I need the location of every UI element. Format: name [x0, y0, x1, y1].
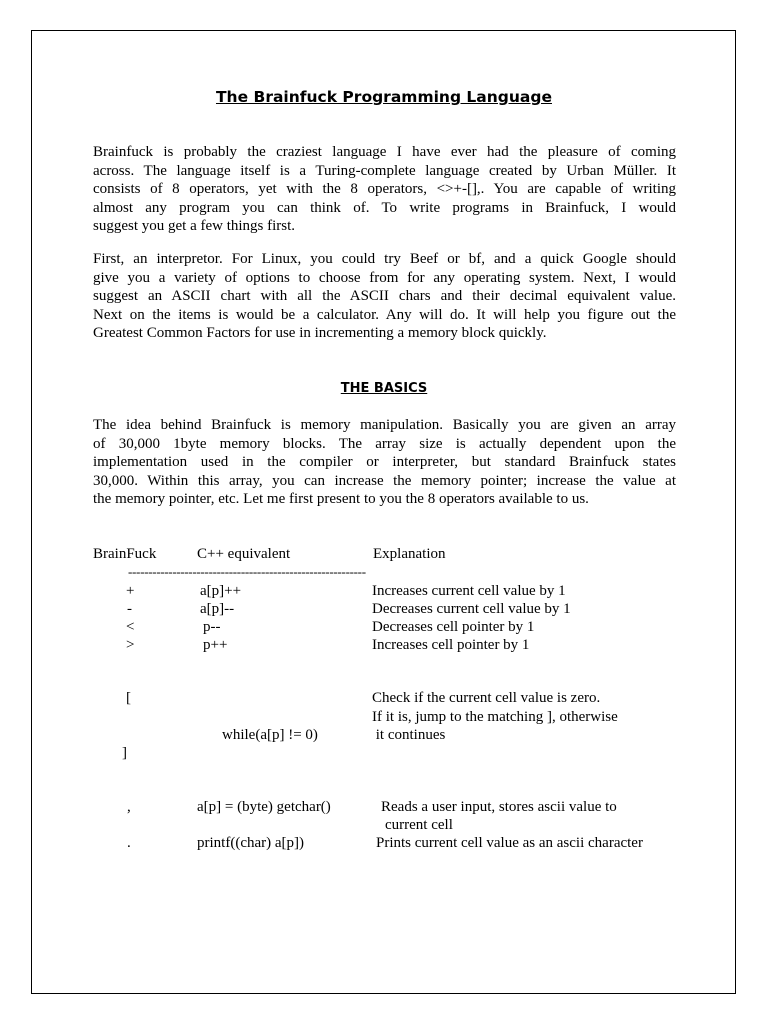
- operator-description: current cell: [385, 817, 453, 833]
- text-line: almost any program you can think of. To write programs in Brainfuck, I would: [93, 199, 676, 216]
- table-separator: -----------------------------------------------------------: [128, 564, 366, 579]
- operator-description: Decreases current cell value by 1: [372, 601, 571, 617]
- operator-symbol: >: [126, 637, 135, 653]
- text-line: implementation used in the compiler or interpreter, but standard Brainfuck states: [93, 454, 676, 471]
- intro-paragraph: [93, 143, 676, 236]
- operator-description: Prints current cell value as an ascii character: [376, 835, 643, 851]
- basics-paragraph: [93, 416, 676, 509]
- text-line: suggest an ASCII chart with all the ASCII chars and their decimal equivalent value.: [93, 288, 676, 305]
- operator-cpp: a[p]--: [200, 601, 235, 617]
- loop-description-line: Check if the current cell value is zero.: [372, 690, 601, 706]
- operator-cpp: p--: [203, 619, 221, 635]
- text-line: Brainfuck is probably the craziest language I have ever had the pleasure of coming: [93, 144, 676, 160]
- text-line: Next on the items is would be a calculator. Any will do. It will help you figure out the: [93, 306, 676, 323]
- loop-cpp: while(a[p] != 0): [222, 727, 318, 743]
- table-header-brainfuck: BrainFuck: [93, 546, 157, 562]
- operator-symbol: <: [126, 619, 135, 635]
- table-header-explanation: Explanation: [373, 546, 446, 562]
- loop-close-symbol: ]: [122, 745, 127, 761]
- operator-description: Decreases cell pointer by 1: [372, 619, 535, 635]
- text-line: 30,000. Within this array, you can increase the memory pointer; increase the value at: [93, 472, 676, 489]
- text-line: consists of 8 operators, yet with the 8 operators, <>+-[],. You are capable of writing: [93, 181, 676, 198]
- operator-symbol: +: [126, 583, 135, 599]
- text-line: Greatest Common Factors for use in incrementing a memory block quickly.: [93, 325, 547, 342]
- operator-symbol: .: [127, 835, 131, 851]
- operator-description: Increases cell pointer by 1: [372, 637, 530, 653]
- text-line: suggest you get a few things first.: [93, 218, 296, 235]
- section-heading: THE BASICS: [340, 381, 428, 396]
- operator-cpp: p++: [203, 637, 228, 653]
- operator-cpp: printf((char) a[p]): [197, 835, 305, 851]
- operator-description: Increases current cell value by 1: [372, 583, 566, 599]
- table-header-cpp: C++ equivalent: [197, 546, 291, 562]
- text-line: the memory pointer, etc. Let me first present to you the 8 operators available to us.: [93, 491, 589, 508]
- text-line: give you a variety of options to choose from for any operating system. Next, I would: [93, 269, 676, 286]
- text-line: of 30,000 1byte memory blocks. The array size is actually dependent upon the: [93, 435, 676, 452]
- text-line: The idea behind Brainfuck is memory manipulation. Basically you are given an array: [93, 417, 676, 433]
- loop-description-line: If it is, jump to the matching ], otherwise: [372, 709, 618, 725]
- tools-paragraph: [93, 250, 676, 343]
- text-line: First, an interpretor. For Linux, you could try Beef or bf, and a quick Google should: [93, 251, 676, 267]
- page-title: The Brainfuck Programming Language: [215, 88, 552, 106]
- operator-symbol: -: [127, 601, 132, 617]
- operator-cpp: a[p]++: [200, 583, 242, 599]
- loop-open-symbol: [: [126, 690, 131, 706]
- loop-description-line: it continues: [372, 727, 446, 743]
- operator-symbol: ,: [127, 799, 131, 815]
- operator-description: Reads a user input, stores ascii value to: [381, 799, 617, 815]
- operator-cpp: a[p] = (byte) getchar(): [197, 799, 331, 815]
- text-line: across. The language itself is a Turing-complete language created by Urban Müller. It: [93, 162, 676, 179]
